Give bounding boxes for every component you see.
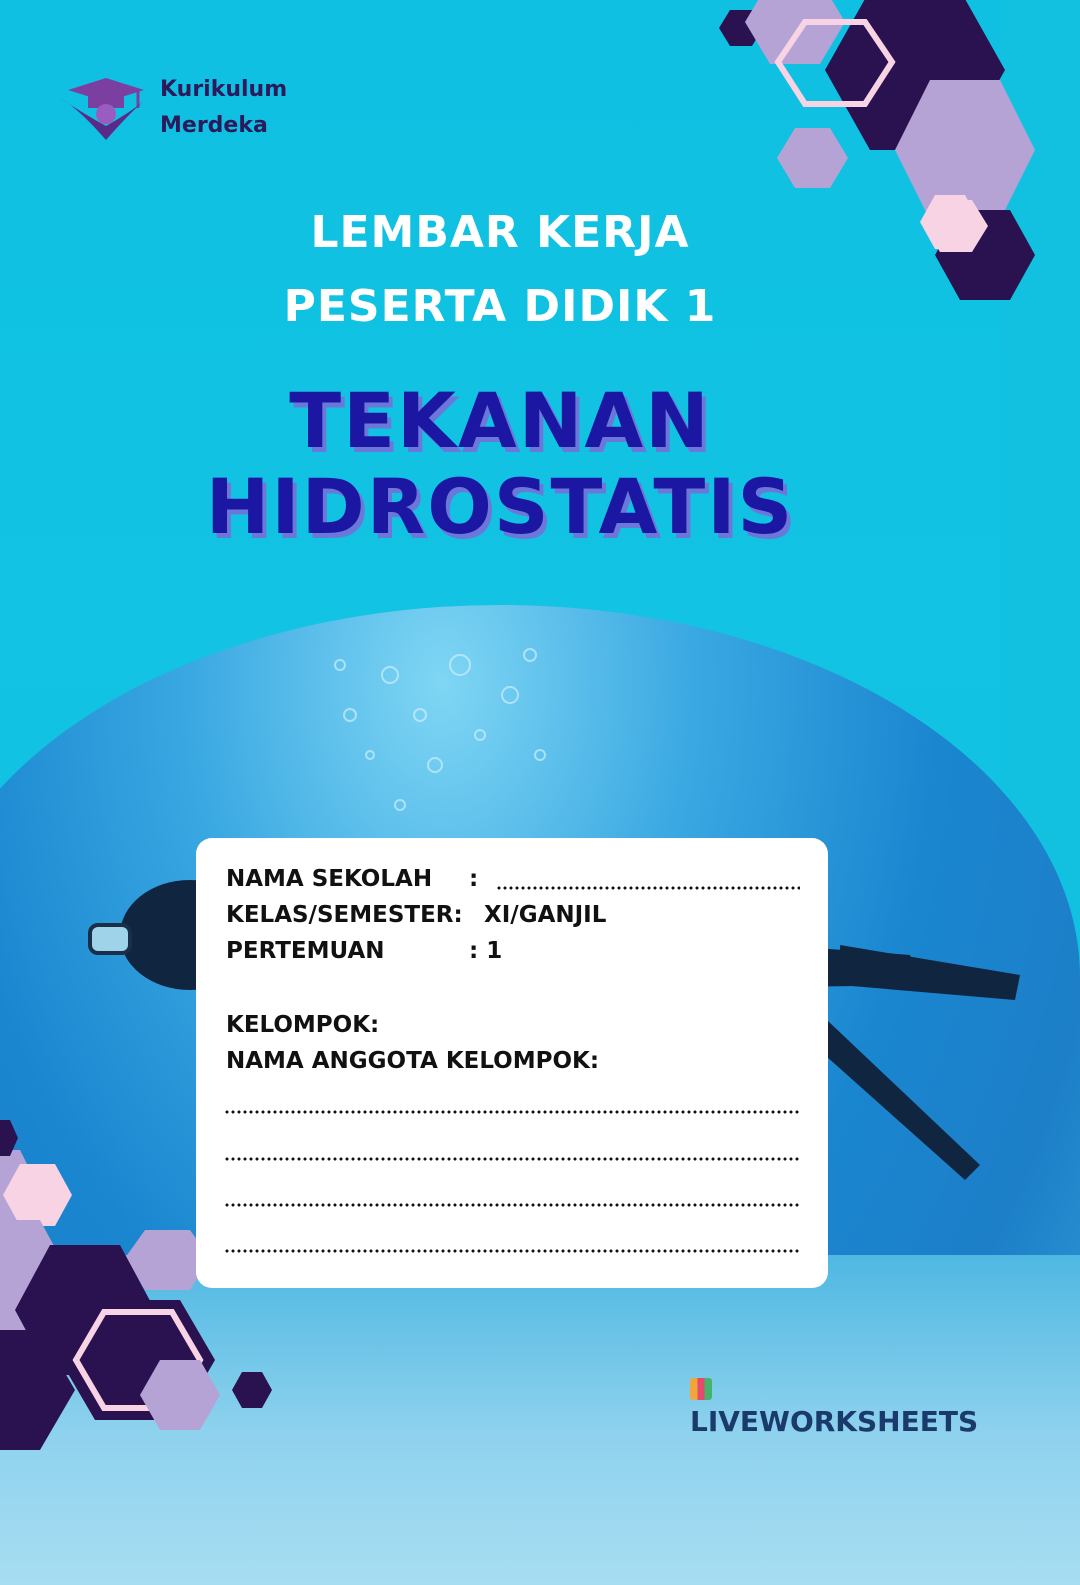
logo-wordmark xyxy=(160,72,287,144)
members-row xyxy=(226,1048,599,1074)
members-label: NAMA ANGGOTA KELOMPOK: xyxy=(226,1048,600,1074)
member-blank-1[interactable] xyxy=(224,1110,800,1114)
worksheet-subtitle xyxy=(0,196,1000,344)
liveworksheets-watermark xyxy=(690,1372,1000,1438)
class-label: KELAS/SEMESTER: xyxy=(226,902,463,928)
group-label: KELOMPOK: xyxy=(226,1012,380,1038)
watermark-text: LIVEWORKSHEETS xyxy=(690,1405,979,1438)
meeting-row xyxy=(226,938,503,964)
school-row xyxy=(226,866,479,892)
worksheet-title xyxy=(0,378,1000,550)
subtitle-line-2: PESERTA DIDIK 1 xyxy=(283,281,717,332)
member-blank-3[interactable] xyxy=(224,1203,800,1207)
class-value: XI/GANJIL xyxy=(484,902,607,928)
student-info-card xyxy=(196,838,828,1288)
liveworksheets-logo-icon xyxy=(690,1378,712,1400)
logo-line-2: Merdeka xyxy=(160,113,268,138)
group-row xyxy=(226,1012,379,1038)
school-label: NAMA SEKOLAH xyxy=(226,866,433,892)
title-line-1: TEKANAN xyxy=(289,376,711,465)
class-row xyxy=(226,902,607,928)
member-blank-2[interactable] xyxy=(224,1157,800,1161)
member-blank-4[interactable] xyxy=(224,1249,800,1253)
school-colon: : xyxy=(469,866,479,892)
logo-line-1: Kurikulum xyxy=(160,77,288,102)
title-line-2: HIDROSTATIS xyxy=(205,462,795,551)
meeting-value: : 1 xyxy=(469,938,503,964)
school-name-blank[interactable] xyxy=(496,886,800,890)
graduation-cap-logo-icon xyxy=(58,68,148,146)
meeting-label: PERTEMUAN xyxy=(226,938,385,964)
subtitle-line-1: LEMBAR KERJA xyxy=(310,207,690,258)
